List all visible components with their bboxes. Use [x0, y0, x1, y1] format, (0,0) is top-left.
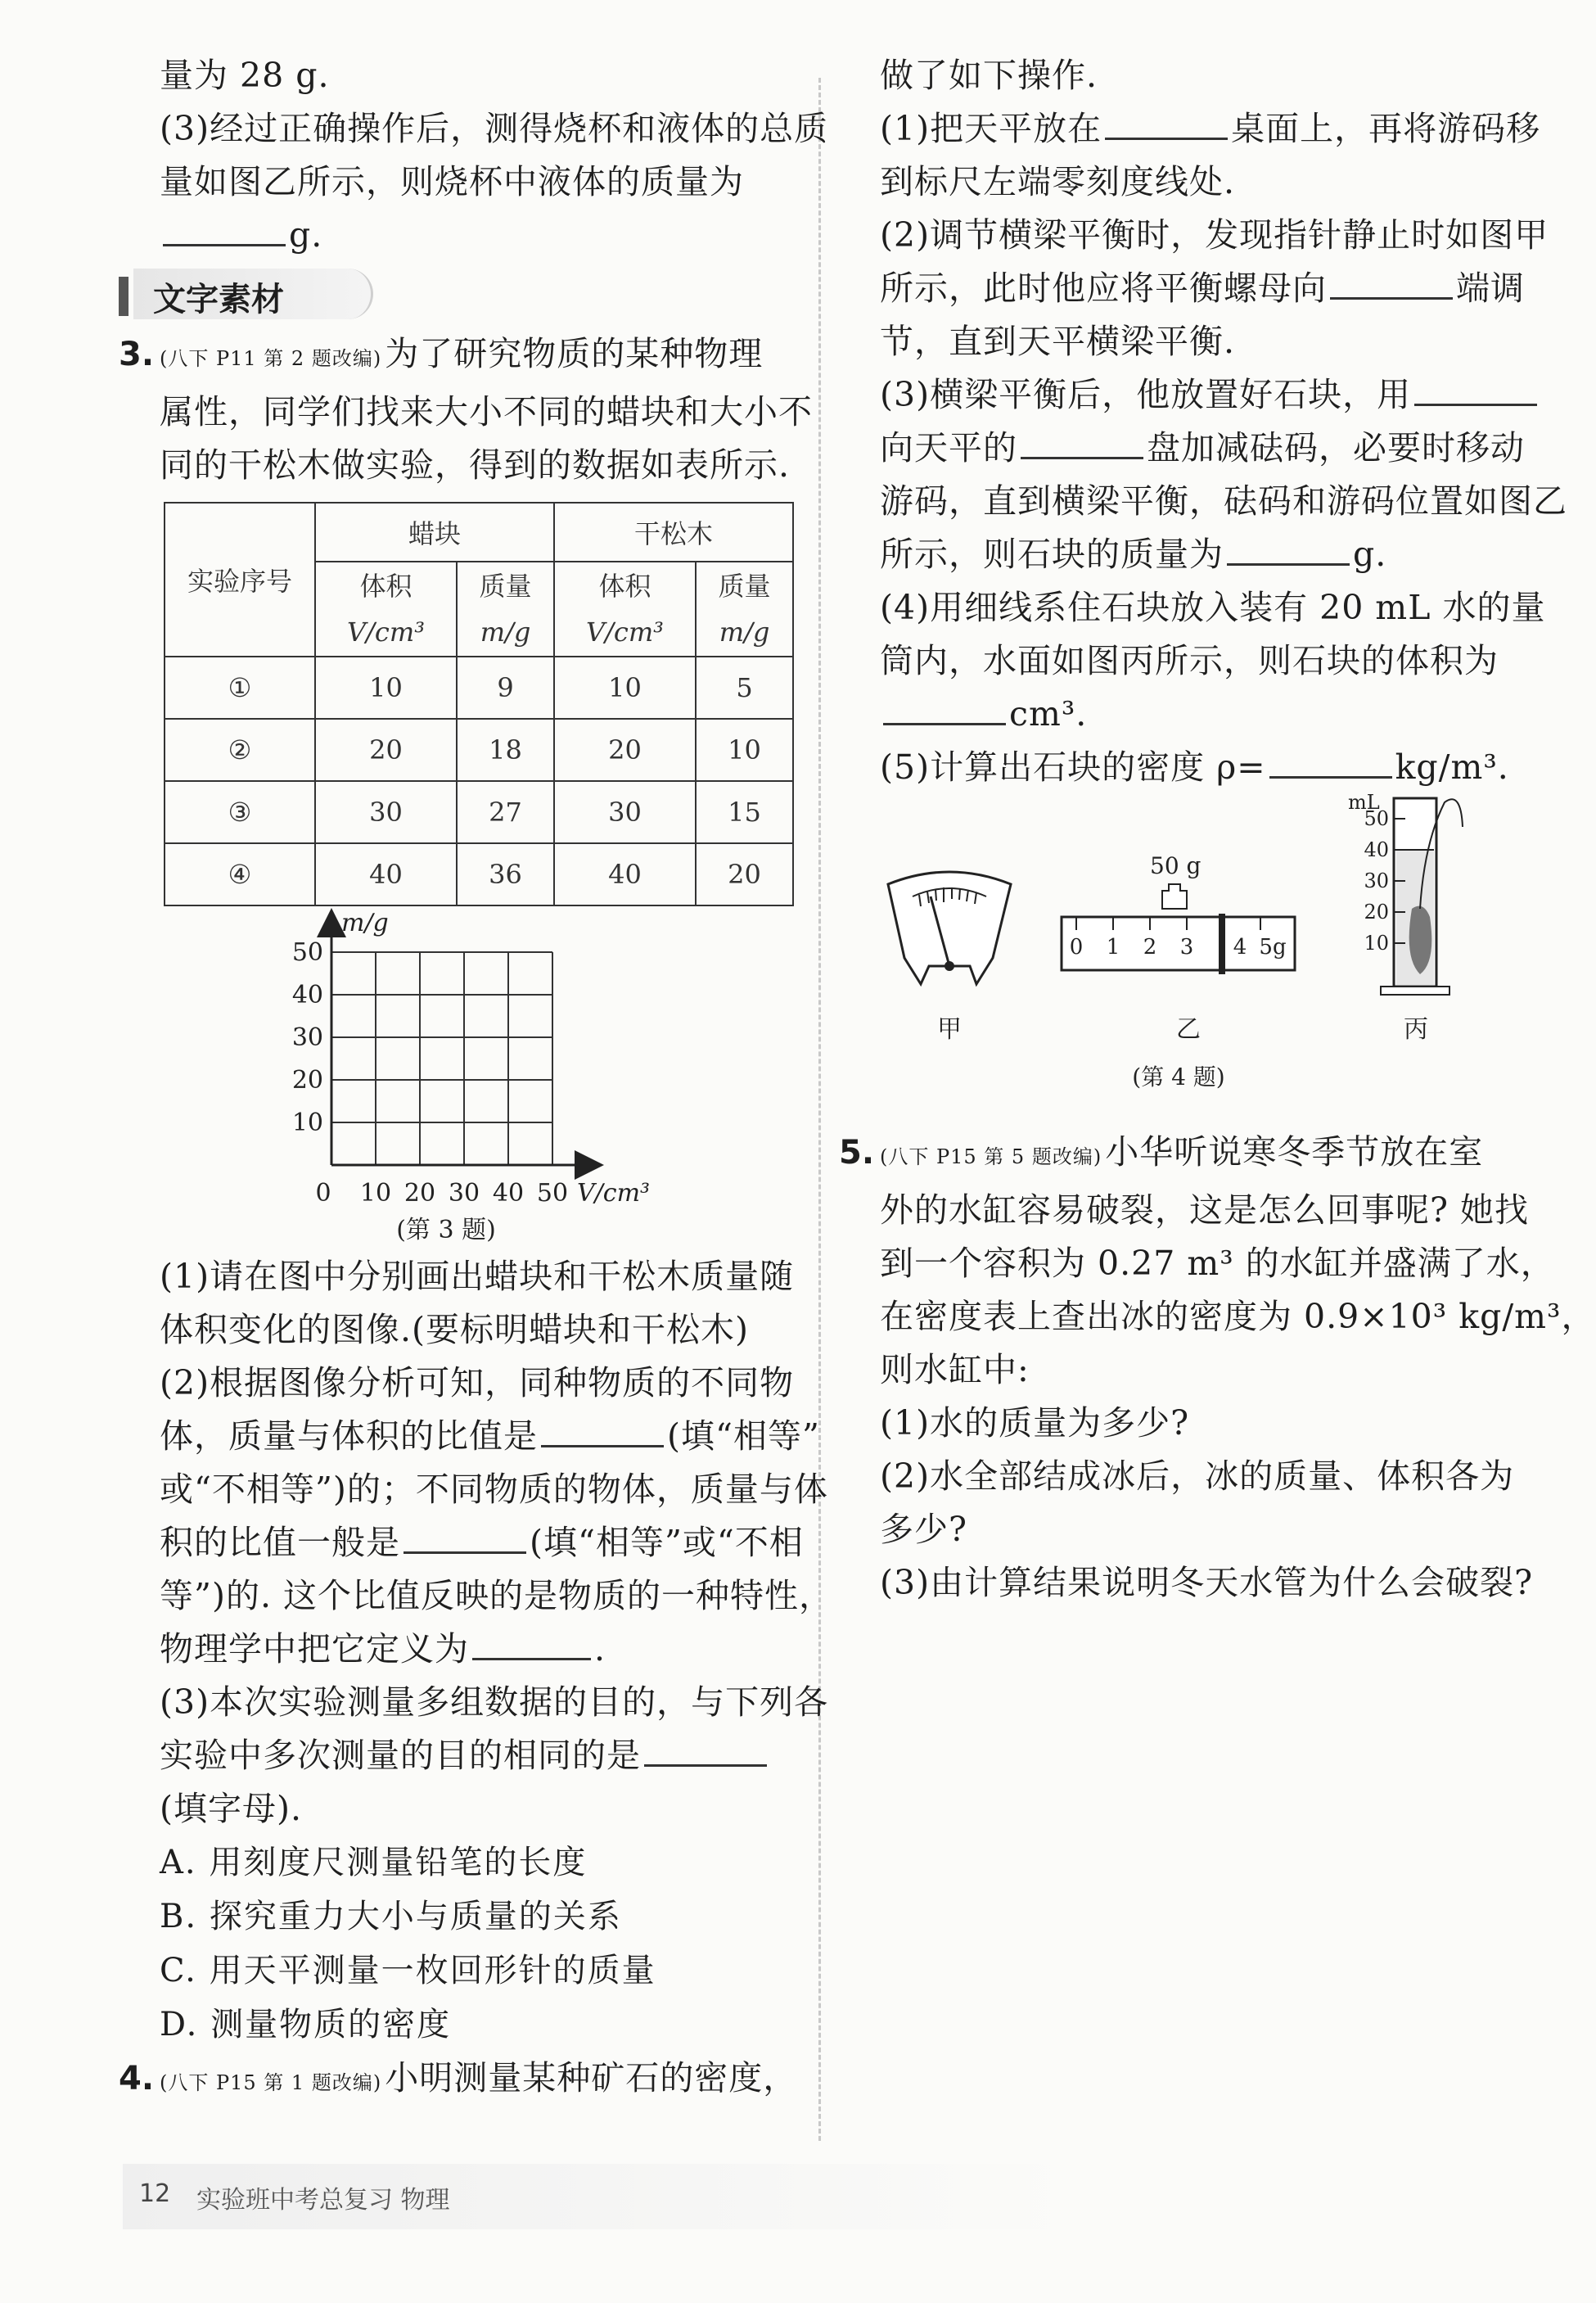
svg-text:2: 2: [1143, 935, 1157, 960]
svg-text:20: 20: [1364, 901, 1389, 923]
right-column: 做了如下操作. (1)把天平放在 桌面上，再将游码移 到标尺左端零刻度线处. (2)调节横梁平衡时，发现指针静止时如图甲 所示，此时他应将平衡螺母向 端调 节，直到天平横梁平衡. (3)横梁平衡后，他放置好石块，用 向天平的 盘加减砝码，必要时移动 游码，直到横梁平衡，砝码和游码位置如图乙 所示，则石块的质量为 g. (4)用细线系住石块放入装有 20 mL 水的量 筒内，水面如图丙所示，则石块的体积为 cm³. (5)计算出石块的密度 ρ= kg/m³. 甲 50 g 0 1 2 3 4 5g 乙 mL 50 40 30 20 10 丙 (第 4 题) 5. (八下 P15 第 5 题改编)小华听说寒冬季节放在室 外的水缸容易破裂，这是怎么回事呢? 她找 到一个容积为 0.27 m³ 的水缸并盛满了水， 在密度表上查出冰的密度为 0.9×10³ kg/m³， 则水缸中: (1)水的质量为多少? (2)水全部结成冰后，冰的质量、体积各为 多少? (3)由计算结果说明冬天水管为什么会破裂?: [880, 49, 1526, 1610]
text-line: 在密度表上查出冰的密度为 0.9×10³ kg/m³，: [880, 1297, 1596, 1336]
question-number: 5.: [839, 1134, 875, 1172]
answer-blank[interactable]: [541, 1414, 664, 1447]
x-tick: 30: [448, 1179, 480, 1208]
question-number: 3.: [119, 336, 155, 373]
svg-text:10: 10: [1364, 932, 1389, 955]
answer-blank[interactable]: [1105, 106, 1228, 140]
text-line: (1)请在图中分别画出蜡块和干松木质量随: [160, 1257, 795, 1296]
label-bing: 丙: [1404, 1015, 1428, 1044]
label-jia: 甲: [937, 1015, 962, 1044]
text-line: 同的干松木做实验，得到的数据如表所示.: [160, 445, 791, 485]
text-line: (2)根据图像分析可知，同种物质的不同物: [160, 1363, 795, 1402]
svg-text:mL: mL: [1348, 794, 1380, 814]
answer-blank[interactable]: [1414, 373, 1537, 406]
option-b[interactable]: B. 探究重力大小与质量的关系: [160, 1898, 622, 1935]
rider-scale-figure: [1062, 852, 1295, 974]
text-line: (3)由计算结果说明冬天水管为什么会破裂?: [880, 1563, 1534, 1602]
text-line: g.: [160, 209, 806, 262]
text-line: (3)本次实验测量多组数据的目的，与下列各: [160, 1682, 829, 1722]
header-seq: 实验序号: [165, 503, 315, 657]
text-line: (4)用细线系住石块放入装有 20 mL 水的量: [880, 588, 1546, 627]
y-axis-label: m/g: [341, 909, 389, 937]
weight-icon: [1162, 884, 1187, 909]
left-column: 量为 28 g. (3)经过正确操作后，测得烧杯和液体的总质 量如图乙所示，则烧杯中液体的质量为 g. 文字素材 3. (八下 P11 第 2 题改编)为了研究物质的某种物理 属性，同学们找来大小不同的蜡块和大小不 同的干松木做实验，得到的数据如表所示. 实验序号 蜡块 干松木 体积 V/cm³ 质量 m/g 体积 V/cm³ 质量 m/g ① 10 9 10 5 ② 20 18 20 10 ③ 30 27 30 15 ④ 40 36 40 20 m/g 50 40 30 20 10 0 10 20 30 40 50 V/cm³ (第 3 题) (1)请在图中分别画出蜡块和干松木质量随 体积变化的图像.(要标明蜡块和干松木) (2)根据图像分析可知，同种物质的不同物 体，质量与体积的比值是 (填“相等” 或“不相等”)的；不同物质的物体，质量与体 积的比值一般是 (填“相等”或“不相 等”)的. 这个比值反映的是物质的一种特性， 物理学中把它定义为 . (3)本次实验测量多组数据的目的，与下列各 实验中多次测量的目的相同的是 (填字母). A. 用刻度尺测量铅笔的长度 B. 探究重力大小与质量的关系 C. 用天平测量一枚回形针的质量 D. 测量物质的密度 4. (八下 P15 第 1 题改编)小明测量某种矿石的密度，: [160, 49, 806, 2110]
text-line: 量如图乙所示，则烧杯中液体的质量为: [160, 162, 744, 201]
header-pine: 干松木: [554, 503, 793, 562]
y-tick: 30: [291, 1023, 323, 1052]
question-source: (八下 P15 第 1 题改编): [160, 2071, 382, 2094]
text-line: 节，直到天平横梁平衡.: [880, 322, 1236, 361]
weight-label: 50 g: [1150, 852, 1202, 879]
svg-text:40: 40: [1364, 838, 1389, 861]
answer-blank[interactable]: [1330, 266, 1453, 300]
text-line: 多少?: [880, 1510, 967, 1549]
text-line: 等”)的. 这个比值反映的是物质的一种特性，: [160, 1576, 834, 1615]
question-source: (八下 P15 第 5 题改编): [880, 1145, 1102, 1168]
text-line: 到标尺左端零刻度线处.: [880, 162, 1236, 201]
question-number: 4.: [119, 2060, 155, 2098]
option-c[interactable]: C. 用天平测量一枚回形针的质量: [160, 1952, 656, 1989]
x-tick: 20: [404, 1179, 436, 1208]
question-4: 4. (八下 P15 第 1 题改编)小明测量某种矿石的密度，: [119, 2058, 798, 2098]
answer-blank[interactable]: [1021, 426, 1143, 459]
mass-volume-graph[interactable]: [160, 906, 806, 1250]
question-source: (八下 P11 第 2 题改编): [160, 347, 382, 370]
figure-caption: (第 3 题): [396, 1216, 496, 1244]
answer-blank[interactable]: [163, 213, 286, 246]
section-header: [119, 269, 806, 323]
balance-pointer-figure: [888, 872, 1011, 984]
question-3: 3. (八下 P11 第 2 题改编)为了研究物质的某种物理 属性，同学们找来大小不同的蜡块和大小不 同的干松木做实验，得到的数据如表所示.: [160, 327, 806, 492]
text-line: 或“不相等”)的；不同物质的物体，质量与体: [160, 1470, 828, 1509]
svg-text:1: 1: [1106, 935, 1120, 960]
table-row: ① 10 9 10 5: [165, 657, 793, 719]
option-a[interactable]: A. 用刻度尺测量铅笔的长度: [160, 1844, 588, 1881]
header-wax: 蜡块: [315, 503, 554, 562]
table-row: ③ 30 27 30 15: [165, 781, 793, 843]
svg-text:3: 3: [1179, 935, 1194, 960]
answer-blank[interactable]: [472, 1627, 591, 1660]
figure-caption: (第 4 题): [1132, 1063, 1225, 1091]
text-line: 外的水缸容易破裂，这是怎么回事呢? 她找: [880, 1190, 1530, 1230]
x-tick: 0: [315, 1179, 331, 1208]
column-divider: [818, 78, 821, 2141]
svg-text:30: 30: [1364, 869, 1389, 892]
answer-blank[interactable]: [1227, 532, 1350, 566]
text-line: (3)经过正确操作后，测得烧杯和液体的总质: [160, 109, 829, 148]
page-footer: [0, 2143, 1596, 2242]
data-table: 实验序号 蜡块 干松木 体积 V/cm³ 质量 m/g 体积 V/cm³ 质量 m/g ① 10 9 10 5 ② 20 18 20 10 ③ 30 27 30 15 ④ 40 36 40 20: [164, 502, 794, 906]
x-axis-label: V/cm³: [577, 1179, 651, 1208]
y-tick: 50: [291, 938, 323, 967]
answer-blank[interactable]: [644, 1733, 767, 1767]
label-yi: 乙: [1176, 1015, 1201, 1044]
svg-text:50: 50: [1364, 807, 1389, 830]
rider-marker: [1219, 914, 1225, 974]
question-5: 5. (八下 P15 第 5 题改编)小华听说寒冬季节放在室 外的水缸容易破裂，这是怎么回事呢? 她找 到一个容积为 0.27 m³ 的水缸并盛满了水， 在密度表上查出冰的密度为 0.9×10³ kg/m³， 则水缸中: (1)水的质量为多少? (2)水全部结成冰后，冰的质量、体积各为 多少? (3)由计算结果说明冬天水管为什么会破裂?: [880, 1126, 1526, 1610]
text-line: 到一个容积为 0.27 m³ 的水缸并盛满了水，: [880, 1244, 1555, 1283]
text-line: (2)调节横梁平衡时，发现指针静止时如图甲: [880, 215, 1549, 255]
answer-blank[interactable]: [1269, 745, 1392, 779]
x-tick: 10: [359, 1179, 392, 1208]
text-line: 量为 28 g.: [160, 56, 330, 95]
graduated-cylinder-figure: [1348, 794, 1463, 995]
text-line: 游码，直到横梁平衡，砝码和游码位置如图乙: [880, 481, 1567, 521]
y-tick: 10: [291, 1109, 323, 1137]
svg-text:5g: 5g: [1259, 935, 1287, 960]
answer-blank[interactable]: [883, 692, 1006, 725]
y-tick: 40: [291, 981, 323, 1009]
section-title: 文字素材: [153, 281, 284, 318]
text-line: (填字母).: [160, 1789, 303, 1828]
option-d[interactable]: D. 测量物质的密度: [160, 2006, 452, 2043]
text-line: (2)水全部结成冰后，冰的质量、体积各为: [880, 1456, 1515, 1496]
page-number: 12: [139, 2179, 171, 2208]
table-row: ④ 40 36 40 20: [165, 843, 793, 905]
text-line: 做了如下操作.: [880, 56, 1098, 95]
book-title: 实验班中考总复习 物理: [196, 2186, 450, 2215]
text-line: 体积变化的图像.(要标明蜡块和干松木): [160, 1310, 750, 1349]
figure-4: [880, 794, 1526, 1126]
x-tick: 40: [492, 1179, 525, 1208]
text-line: 筒内，水面如图丙所示，则石块的体积为: [880, 641, 1499, 680]
y-tick: 20: [291, 1066, 323, 1095]
svg-text:0: 0: [1069, 935, 1084, 960]
x-tick: 50: [536, 1179, 569, 1208]
text-line: (1)水的质量为多少?: [880, 1403, 1190, 1443]
text-line: 属性，同学们找来大小不同的蜡块和大小不: [160, 392, 813, 431]
table-row: ② 20 18 20 10: [165, 719, 793, 781]
svg-text:4: 4: [1233, 935, 1247, 960]
answer-blank[interactable]: [404, 1520, 526, 1554]
text-line: 则水缸中:: [880, 1350, 1030, 1389]
